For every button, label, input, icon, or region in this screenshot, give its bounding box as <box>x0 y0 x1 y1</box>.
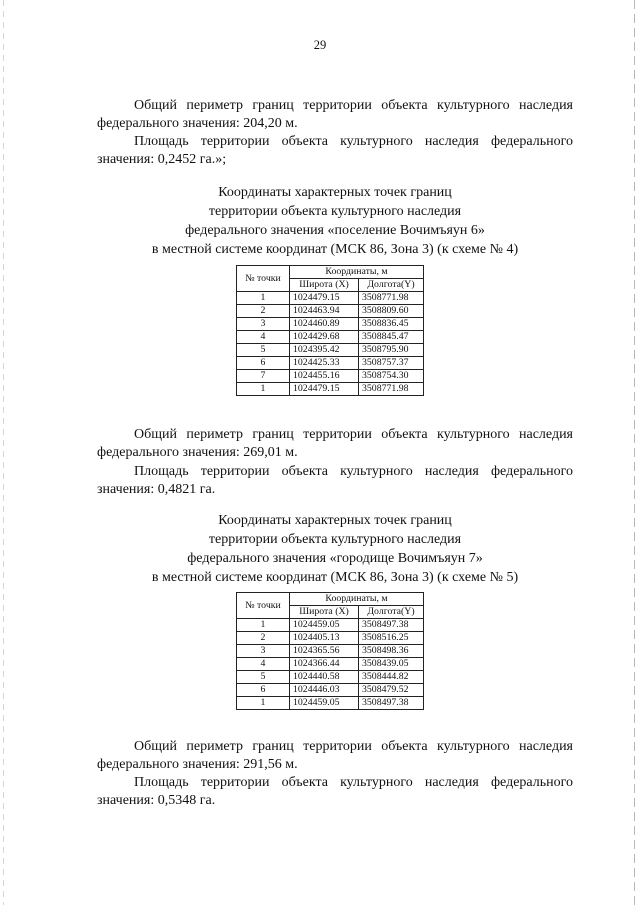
cell-longitude: 3508845.47 <box>359 331 424 344</box>
cell-latitude: 1024425.33 <box>290 357 359 370</box>
cell-longitude: 3508516.25 <box>359 632 424 645</box>
cell-longitude: 3508497.38 <box>359 697 424 710</box>
cell-point-number: 6 <box>237 684 290 697</box>
cell-latitude: 1024366.44 <box>290 658 359 671</box>
cell-latitude: 1024405.13 <box>290 632 359 645</box>
cell-latitude: 1024459.05 <box>290 619 359 632</box>
cell-latitude: 1024479.15 <box>290 292 359 305</box>
cell-point-number: 3 <box>237 318 290 331</box>
cell-longitude: 3508771.98 <box>359 292 424 305</box>
cell-point-number: 5 <box>237 344 290 357</box>
cell-point-number: 2 <box>237 305 290 318</box>
cell-longitude: 3508754.30 <box>359 370 424 383</box>
cell-longitude: 3508498.36 <box>359 645 424 658</box>
scan-edge-right <box>634 0 635 905</box>
cell-latitude: 1024479.15 <box>290 383 359 396</box>
col-point-number: № точки <box>237 266 290 292</box>
perimeter-paragraph: Общий периметр границ территории объекта культурного наследия федерального значения: 204,20 м. <box>97 98 573 131</box>
area-paragraph: Площадь территории объекта культурного наследия федерального значения: 0,2452 га.»; <box>97 134 573 167</box>
col-latitude: Широта (X) <box>290 606 359 619</box>
table-row <box>237 658 424 671</box>
col-point-number: № точки <box>237 593 290 619</box>
table-row <box>237 292 424 305</box>
page-number: 29 <box>313 38 327 52</box>
cell-point-number: 3 <box>237 645 290 658</box>
cell-point-number: 1 <box>237 697 290 710</box>
table-row <box>237 684 424 697</box>
table-row <box>237 318 424 331</box>
area-paragraph: Площадь территории объекта культурного наследия федерального значения: 0,5348 га. <box>97 775 573 808</box>
cell-latitude: 1024460.89 <box>290 318 359 331</box>
col-coordinates: Координаты, м <box>290 593 424 606</box>
cell-point-number: 5 <box>237 671 290 684</box>
area-paragraph: Площадь территории объекта культурного наследия федерального значения: 0,4821 га. <box>97 464 573 497</box>
cell-latitude: 1024365.56 <box>290 645 359 658</box>
cell-longitude: 3508444.82 <box>359 671 424 684</box>
cell-point-number: 1 <box>237 383 290 396</box>
coordinates-heading: Координаты характерных точек границ территории объекта культурного наследия федерального значения «городище Вочимъяун 7» в местной системе координат (МСК 86, Зона 3) (к схеме № 5) <box>151 513 519 585</box>
cell-longitude: 3508771.98 <box>359 383 424 396</box>
cell-point-number: 7 <box>237 370 290 383</box>
table-row <box>237 370 424 383</box>
cell-point-number: 2 <box>237 632 290 645</box>
perimeter-paragraph: Общий периметр границ территории объекта культурного наследия федерального значения: 269,01 м. <box>97 427 573 460</box>
cell-latitude: 1024429.68 <box>290 331 359 344</box>
col-coordinates: Координаты, м <box>290 266 424 279</box>
table-row <box>237 697 424 710</box>
cell-longitude: 3508836.45 <box>359 318 424 331</box>
coordinates-table <box>236 265 424 396</box>
table-row <box>237 383 424 396</box>
cell-latitude: 1024455.16 <box>290 370 359 383</box>
cell-longitude: 3508809.60 <box>359 305 424 318</box>
cell-latitude: 1024463.94 <box>290 305 359 318</box>
table-row <box>237 619 424 632</box>
table-row <box>237 305 424 318</box>
cell-longitude: 3508497.38 <box>359 619 424 632</box>
cell-longitude: 3508479.52 <box>359 684 424 697</box>
cell-point-number: 6 <box>237 357 290 370</box>
cell-longitude: 3508439.05 <box>359 658 424 671</box>
perimeter-paragraph: Общий периметр границ территории объекта культурного наследия федерального значения: 291,56 м. <box>97 739 573 772</box>
cell-point-number: 1 <box>237 619 290 632</box>
table-row <box>237 331 424 344</box>
table-row <box>237 645 424 658</box>
table-row <box>237 671 424 684</box>
table-row <box>237 357 424 370</box>
cell-latitude: 1024395.42 <box>290 344 359 357</box>
table-row <box>237 632 424 645</box>
cell-latitude: 1024446.03 <box>290 684 359 697</box>
cell-latitude: 1024440.58 <box>290 671 359 684</box>
col-latitude: Широта (X) <box>290 279 359 292</box>
col-longitude: Долгота(Y) <box>359 606 424 619</box>
cell-point-number: 4 <box>237 658 290 671</box>
coordinates-heading: Координаты характерных точек границ территории объекта культурного наследия федерального значения «поселение Вочимъяун 6» в местной системе координат (МСК 86, Зона 3) (к схеме № 4) <box>151 185 519 257</box>
coordinates-table <box>236 592 424 710</box>
cell-latitude: 1024459.05 <box>290 697 359 710</box>
col-longitude: Долгота(Y) <box>359 279 424 292</box>
cell-longitude: 3508795.90 <box>359 344 424 357</box>
cell-longitude: 3508757.37 <box>359 357 424 370</box>
cell-point-number: 1 <box>237 292 290 305</box>
table-row <box>237 344 424 357</box>
cell-point-number: 4 <box>237 331 290 344</box>
scan-edge-left <box>3 0 4 905</box>
